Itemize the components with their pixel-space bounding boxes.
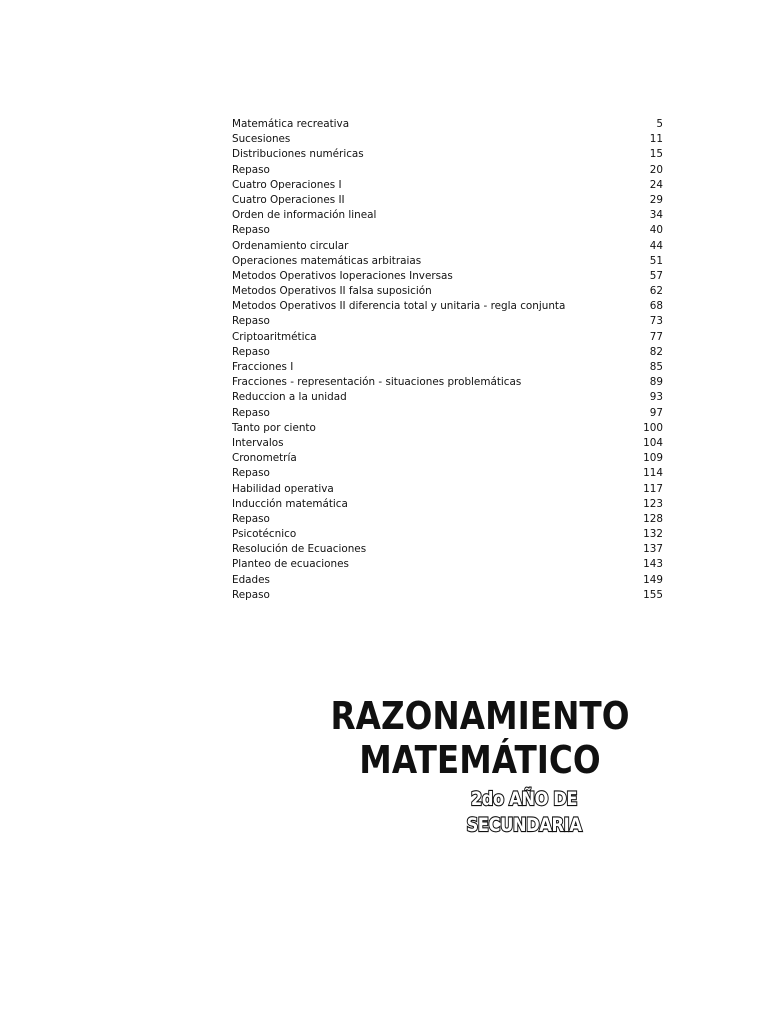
toc-entry-title: Repaso (232, 512, 270, 525)
toc-entry-title: Habilidad operativa (232, 482, 334, 495)
toc-entry-title: Inducción matemática (232, 497, 348, 510)
toc-entry-title: Cuatro Operaciones II (232, 193, 345, 206)
toc-entry-page: 62 (649, 285, 663, 298)
toc-entry-page: 97 (649, 406, 663, 419)
book-title (300, 694, 660, 782)
toc-entry-page: 143 (643, 558, 663, 571)
toc-entry-page: 40 (649, 224, 663, 237)
toc-entry-page: 51 (649, 254, 663, 267)
toc-entry-title: Matemática recreativa (232, 118, 350, 130)
toc-entry-page: 128 (643, 512, 663, 525)
toc-entry (232, 451, 663, 466)
toc-entry-page: 77 (649, 330, 663, 343)
toc-entry (232, 269, 663, 284)
toc-entry-title: Tanto por ciento (232, 421, 316, 434)
table-of-contents (232, 117, 663, 603)
toc-entry (232, 557, 663, 572)
toc-entry-page: 155 (643, 588, 663, 601)
toc-entry-page: 117 (643, 482, 663, 495)
toc-entry (232, 163, 663, 178)
toc-entry (232, 375, 663, 390)
toc-entry (232, 117, 663, 132)
toc-entry-title: Repaso (232, 163, 270, 176)
toc-entry-title: Psicotécnico (232, 528, 297, 541)
toc-entry-title: Metodos Operativos II falsa suposición (232, 285, 432, 298)
toc-entry-title: Repaso (232, 315, 270, 328)
toc-entry-page: 29 (649, 193, 663, 206)
toc-entry-page: 89 (649, 376, 663, 389)
toc-entry-title: Planteo de ecuaciones (232, 558, 349, 571)
toc-entry-page: 114 (643, 467, 663, 480)
toc-entry (232, 284, 663, 299)
toc-entry-page: 15 (649, 148, 663, 161)
toc-entry (232, 360, 663, 375)
toc-entry (232, 482, 663, 497)
toc-entry-title: Reduccion a la unidad (232, 391, 347, 404)
toc-entry (232, 436, 663, 451)
toc-entry-title: Repaso (232, 467, 270, 480)
toc-entry-title: Edades (232, 573, 270, 586)
toc-entry (232, 466, 663, 481)
toc-entry-page: 73 (649, 315, 663, 328)
toc-entry-title: Resolución de Ecuaciones (232, 543, 367, 556)
toc-entry-page: 68 (649, 300, 663, 313)
toc-entry-page: 20 (649, 163, 663, 176)
toc-entry-title: Sucesiones (232, 133, 291, 146)
toc-entry (232, 421, 663, 436)
toc-entry-page: 123 (643, 497, 663, 510)
toc-entry-page: 93 (649, 391, 663, 404)
toc-entry-page: 24 (649, 178, 663, 191)
toc-entry-page: 11 (649, 133, 663, 146)
book-subtitle: 2do AÑO DE SECUNDARIA (466, 788, 582, 836)
toc-entry-page: 5 (656, 118, 663, 130)
toc-entry-title: Orden de información lineal (232, 209, 377, 222)
toc-entry-title: Repaso (232, 224, 270, 237)
toc-entry (232, 208, 663, 223)
toc-entry-page: 57 (649, 269, 663, 282)
toc-entry-page: 44 (649, 239, 663, 252)
toc-entry (232, 193, 663, 208)
toc-entry-title: Ordenamiento circular (232, 239, 349, 252)
toc-entry (232, 573, 663, 588)
toc-entry (232, 330, 663, 345)
toc-entry-page: 34 (649, 209, 663, 222)
book-title-line-2: MATEMÁTICO (359, 738, 601, 782)
toc-entry (232, 314, 663, 329)
toc-entry-page: 149 (643, 573, 663, 586)
toc-entry (232, 588, 663, 603)
toc-entry-page: 104 (643, 436, 663, 449)
toc-entry (232, 299, 663, 314)
toc-entry-page: 85 (649, 361, 663, 373)
toc-entry (232, 512, 663, 527)
toc-entry-title: Repaso (232, 588, 270, 601)
toc-entry (232, 147, 663, 162)
toc-entry (232, 132, 663, 147)
toc-entry-title: Fracciones - representación - situaciones problemáticas (232, 376, 522, 389)
toc-entry (232, 223, 663, 238)
toc-entry-title: Metodos Operativos Ioperaciones Inversas (232, 269, 453, 282)
toc-entry-title: Operaciones matemáticas arbitraias (232, 254, 422, 267)
toc-entry-page: 82 (649, 345, 663, 358)
toc-entry (232, 178, 663, 193)
toc-entry-title: Criptoaritmética (232, 330, 317, 343)
toc-entry (232, 542, 663, 557)
toc-entry (232, 527, 663, 542)
toc-entry-title: Metodos Operativos II diferencia total y unitaria - regla conjunta (232, 300, 566, 313)
toc-entry-page: 109 (643, 452, 663, 465)
toc-entry (232, 239, 663, 254)
toc-entry-page: 137 (643, 543, 663, 556)
toc-entry (232, 406, 663, 421)
toc-entry-title: Distribuciones numéricas (232, 148, 364, 161)
toc-entry-page: 132 (643, 528, 663, 541)
toc-entry-title: Cronometría (232, 452, 297, 465)
toc-entry-page: 100 (643, 421, 663, 434)
toc-entry (232, 254, 663, 269)
toc-entry (232, 497, 663, 512)
toc-entry-title: Repaso (232, 406, 270, 419)
toc-entry-title: Cuatro Operaciones I (232, 178, 342, 191)
toc-entry-title: Fracciones I (232, 361, 294, 373)
book-title-line-1: RAZONAMIENTO (330, 694, 630, 738)
toc-entry (232, 345, 663, 360)
toc-entry (232, 390, 663, 405)
toc-entry-title: Repaso (232, 345, 270, 358)
toc-entry-title: Intervalos (232, 436, 284, 449)
